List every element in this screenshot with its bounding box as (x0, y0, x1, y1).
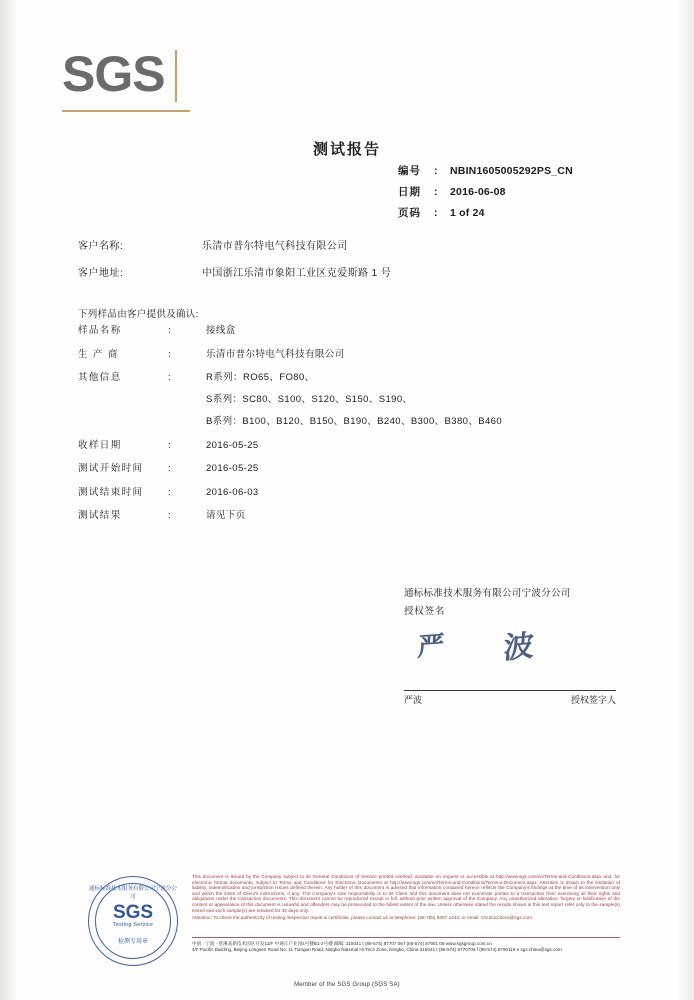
meta-row-page (398, 205, 573, 220)
other-info-line-3: B系列：B100、B120、B150、B190、B240、B300、B380、B460 (206, 416, 503, 427)
manufacturer-colon: : (168, 348, 171, 360)
other-info-colon: : (168, 372, 171, 383)
other-info-line-1: R系列：RO65、FO80、 (206, 372, 315, 383)
other-info-value (206, 372, 502, 428)
signature-glyph-first: 严 (416, 631, 445, 662)
customer-block (78, 237, 391, 291)
seal-subtitle: Testing Service (112, 922, 154, 928)
test-result-value: 请见下页 (206, 510, 246, 521)
seal-sgs-text: SGS (112, 902, 154, 923)
meta-value-page: 1 of 24 (450, 207, 485, 219)
meta-label-page: 页码 (398, 207, 421, 219)
test-end-colon: : (168, 486, 171, 498)
test-end-value: 2016-06-03 (206, 486, 259, 498)
address-english: 4/F Pacific Building, Beijing Longsen Road No. 11 Tiangan Road, Ningbo National Hi-Tech Zone, Ningbo, China 315041 t (86-574) 8770706 f (86-574) 8790119 e sgs.china@sgs.com (192, 947, 562, 953)
manufacturer-value: 乐清市普尔特电气科技有限公司 (206, 348, 345, 360)
test-start-colon: : (168, 463, 171, 474)
address-chinese: 中国 · 宁波 · 慈溪高新技术园区开发11/F 中通正产业园4号楼B1-2号楼 邮编: 315041 t (86-574) 87707 06 f (86-574) 87901 09 www.sgsgroup.com.cn (192, 941, 492, 946)
signer-name: 严波 (404, 695, 423, 705)
table-row (78, 372, 618, 428)
table-row (78, 487, 618, 499)
test-start-value: 2016-05-25 (206, 463, 259, 474)
meta-colon-date: : (434, 186, 438, 198)
handwritten-signature (404, 620, 624, 688)
meta-row-date (398, 184, 573, 199)
receive-date-label: 收样日期 (78, 439, 122, 451)
meta-row-number (398, 163, 573, 178)
meta-colon-page: : (434, 207, 438, 219)
customer-name-label: 客户名称: (78, 241, 124, 252)
sample-note: 下列样品由客户提供及确认: (78, 309, 199, 320)
page-title: 测试报告 (312, 141, 381, 158)
signature-block (404, 585, 624, 617)
test-start-label: 测试开始时间 (78, 463, 144, 474)
test-result-colon: : (168, 510, 171, 521)
address-block (192, 941, 620, 954)
other-info-label: 其他信息 (78, 372, 122, 383)
signature-rule (404, 690, 616, 691)
customer-address-row (78, 264, 391, 279)
table-row (78, 510, 618, 522)
footer-membership: Member of the SGS Group (SGS SA) (294, 982, 400, 988)
seal-arc-text: 通标标准技术服务有限公司宁波分公司 (88, 886, 177, 900)
customer-address-label: 客户地址: (78, 268, 124, 279)
sample-details-table (78, 325, 618, 534)
test-end-label: 测试结束时间 (78, 486, 144, 498)
report-meta (398, 163, 573, 226)
sample-name-value: 接线盒 (206, 325, 236, 336)
company-seal-stamp (88, 876, 180, 968)
receive-date-value: 2016-05-25 (206, 439, 259, 451)
logo-vertical-rule (175, 50, 177, 102)
manufacturer-label: 生 产 商 (78, 348, 119, 360)
meta-value-date: 2016-06-08 (450, 186, 506, 198)
legal-body: This document is issued by the Company subject to its General Conditions of Service printed overleaf, available on request or accessible at http://www.sgs.com/en/Terms-and-Conditions.aspx and, for electronic format documents, subject to Terms and Conditions for Electronic Documents at http://www.sgs.com/en/Terms-and-Conditions/Terms-e-Document.aspx. Attention is drawn to the limitation of liability, indemnification and jurisdiction issues defined therein. Any holder of this document is advised that information contained hereon reflects the Company's findings at the time of its intervention only and within the limits of Client's instructions, if any. The Company's sole responsibility is to its Client and this document does not exonerate parties to a transaction from exercising all their rights and obligations under the transaction documents. This document cannot be reproduced except in full, without prior written approval of the Company. Any unauthorized alteration, forgery or falsification of the content or appearance of this document is unlawful and offenders may be prosecuted to the fullest extent of the law. Unless otherwise stated the results shown in this test report refer only to the sample(s) tested and such sample(s) are retained for 30 days only. (192, 874, 620, 913)
sgs-logo (62, 48, 192, 110)
signature-glyph-second: 波 (502, 629, 536, 666)
customer-name-row (78, 237, 391, 252)
customer-name-value: 乐清市普尔特电气科技有限公司 (202, 241, 348, 252)
signature-caption (404, 693, 616, 706)
other-info-line-2: S系列：SC80、S100、S120、S150、S190、 (206, 394, 413, 405)
signature-company: 通标标准技术服务有限公司宁波分公司 (404, 588, 571, 599)
sample-name-colon: : (168, 325, 171, 336)
logo-horizontal-rule (62, 110, 190, 112)
signature-authorized-label: 授权签名 (404, 606, 446, 617)
seal-chinese-label: 检测专用章 (117, 939, 148, 945)
legal-divider (192, 937, 620, 938)
test-result-label: 测试结果 (78, 510, 122, 521)
table-row (78, 349, 618, 361)
legal-disclaimer (192, 874, 620, 921)
customer-address-value: 中国浙江乐清市象阳工业区克爱斯路 1 号 (202, 268, 392, 279)
sample-name-label: 样品名称 (78, 325, 122, 336)
meta-value-number: NBIN1605005292PS_CN (450, 165, 573, 177)
meta-colon-number: : (434, 165, 438, 177)
receive-date-colon: : (168, 439, 171, 451)
sgs-logo-text: SGS (62, 46, 165, 102)
legal-attention: Attention: To check the authenticity of testing /inspection report & certificate, please contact us at telephone: (86-755) 8307 1443, or email: CN.Doccheck@sgs.com (192, 915, 532, 921)
signer-role: 授权签字人 (570, 695, 616, 705)
table-row (78, 463, 618, 475)
table-row (78, 325, 618, 337)
table-row (78, 440, 618, 452)
meta-label-date: 日期 (398, 186, 421, 198)
meta-label-number: 编号 (398, 165, 421, 177)
